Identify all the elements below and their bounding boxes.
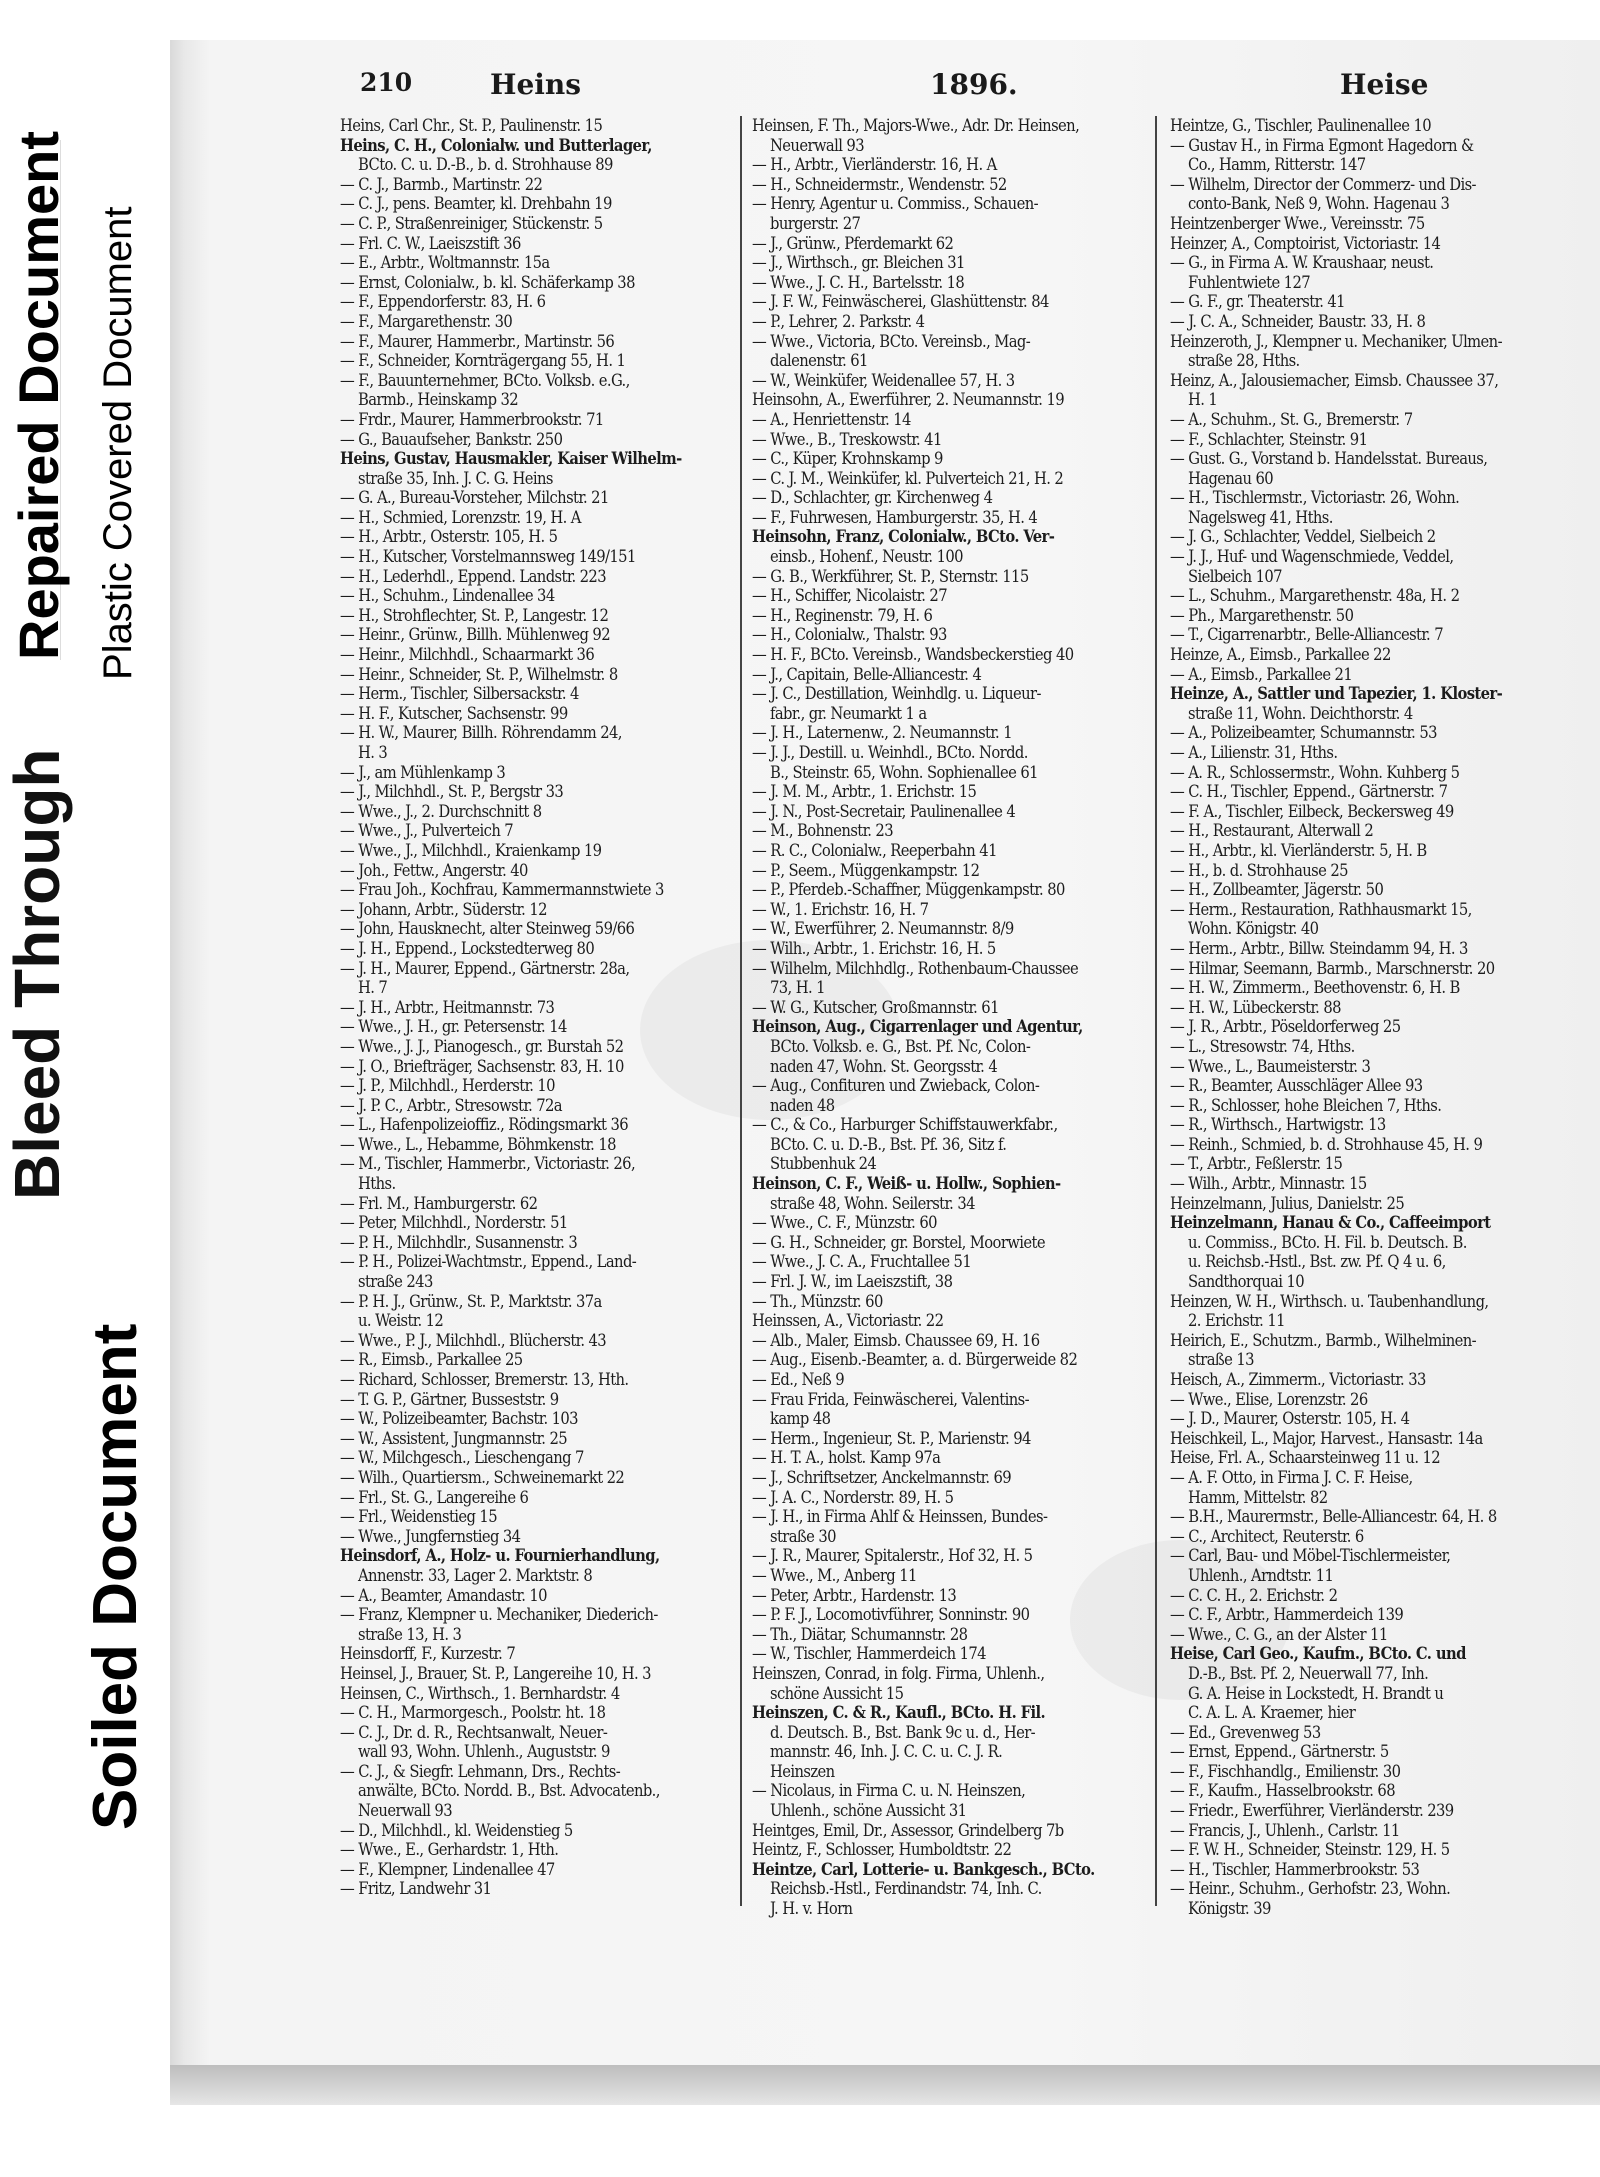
directory-entry: — J. H., Maurer, Eppend., Gärtnerstr. 28a, bbox=[340, 958, 630, 978]
directory-entry: Heins, C. H., Colonialw. und Butterlager, bbox=[340, 135, 652, 155]
directory-entry: — T., Arbtr., Feßlerstr. 15 bbox=[1170, 1154, 1343, 1174]
label-plastic-covered-document: Plastic Covered Document bbox=[96, 206, 140, 680]
directory-entry: — Wwe., M., Anberg 11 bbox=[752, 1565, 917, 1585]
directory-entry: — Wwe., E., Gerhardstr. 1, Hth. bbox=[340, 1840, 559, 1860]
directory-entry: — J. J., Destill. u. Weinhdl., BCto. Nordd. bbox=[752, 743, 1028, 762]
directory-entry: — W., Milchgesch., Lieschengang 7 bbox=[340, 1448, 584, 1468]
directory-entry: u. Weistr. 12 bbox=[358, 1311, 444, 1331]
directory-entry: BCto. Volksb. e. G., Bst. Pf. Nc, Colon- bbox=[770, 1036, 1031, 1056]
directory-entry: — J. C., Destillation, Weinhdlg. u. Liqueur- bbox=[752, 684, 1041, 704]
directory-entry: — F., Maurer, Hammerbr., Martinstr. 56 bbox=[340, 331, 615, 351]
directory-entry: Heinsohn, Franz, Colonialw., BCto. Ver- bbox=[752, 527, 1055, 547]
directory-entry: mannstr. 46, Inh. J. C. C. u. C. J. R. bbox=[770, 1742, 1003, 1762]
directory-entry: Stubbenhuk 24 bbox=[770, 1154, 877, 1174]
directory-entry: — H., b. d. Strohhause 25 bbox=[1170, 860, 1348, 880]
directory-entry: Heinzeroth, J., Klempner u. Mechaniker, Ulmen- bbox=[1170, 331, 1502, 351]
directory-entry: — D., Milchhdl., kl. Weidenstieg 5 bbox=[340, 1820, 573, 1840]
directory-entry: — J. G., Schlachter, Veddel, Sielbeich 2 bbox=[1170, 527, 1436, 547]
directory-entry: — C. P., Straßenreiniger, Stückenstr. 5 bbox=[340, 213, 603, 233]
directory-entry: — Wilhelm, Milchhdlg., Rothenbaum-Chaussee bbox=[752, 958, 1079, 978]
directory-entry: — Herm., Ingenieur, St. P., Marienstr. 94 bbox=[752, 1428, 1031, 1448]
directory-entry: — Frl. J. W., im Laeiszstift, 38 bbox=[752, 1272, 953, 1292]
directory-entry: — L., Schuhm., Margarethenstr. 48a, H. 2 bbox=[1170, 586, 1460, 606]
directory-entry: — J., Milchhdl., St. P., Bergstr 33 bbox=[340, 782, 564, 802]
directory-entry: fabr., gr. Neumarkt 1 a bbox=[770, 703, 927, 723]
directory-entry: Heinsel, J., Brauer, St. P., Langereihe 10, H. 3 bbox=[340, 1663, 651, 1683]
directory-entry: — C. F., Arbtr., Hammerdeich 139 bbox=[1170, 1605, 1404, 1625]
directory-entry: naden 48 bbox=[770, 1095, 835, 1115]
directory-entry: — P. F. J., Locomotivführer, Sonninstr. 90 bbox=[752, 1605, 1030, 1625]
directory-entry: — Wwe., J. C. H., Bartelsstr. 18 bbox=[752, 272, 965, 292]
directory-entry: — Wwe., J. C. A., Fruchtallee 51 bbox=[752, 1252, 972, 1272]
directory-entry: — C. J. M., Weinküfer, kl. Pulverteich 21, H. 2 bbox=[752, 468, 1064, 488]
directory-entry: Heins, Gustav, Hausmakler, Kaiser Wilhelm- bbox=[340, 449, 682, 469]
directory-entry: — C., & Co., Harburger Schiffstauwerkfabr., bbox=[752, 1115, 1058, 1135]
directory-entry: — W., Assistent, Jungmannstr. 25 bbox=[340, 1428, 568, 1448]
directory-entry: — A., Beamter, Amandastr. 10 bbox=[340, 1585, 547, 1605]
directory-entry: — J. H., Eppend., Lockstedterweg 80 bbox=[340, 938, 595, 958]
directory-entry: Hths. bbox=[358, 1174, 396, 1194]
directory-entry: — W., Polizeibeamter, Bachstr. 103 bbox=[340, 1409, 578, 1429]
directory-entry: — Wilh., Arbtr., Minnastr. 15 bbox=[1170, 1174, 1367, 1194]
directory-entry: — H., Restaurant, Alterwall 2 bbox=[1170, 821, 1374, 841]
directory-entry: D.-B., Bst. Pf. 2, Neuerwall 77, Inh. bbox=[1188, 1663, 1429, 1683]
directory-entry: — P., Lehrer, 2. Parkstr. 4 bbox=[752, 311, 925, 331]
directory-entry: — Ed., Neß 9 bbox=[752, 1370, 845, 1389]
directory-entry: Sandthorquai 10 bbox=[1188, 1272, 1305, 1292]
directory-entry: 2. Erichstr. 11 bbox=[1188, 1311, 1285, 1331]
directory-entry: — P., Pferdeb.-Schaffner, Müggenkampstr. 80 bbox=[752, 880, 1065, 900]
directory-entry: Heinze, A., Eimsb., Parkallee 22 bbox=[1170, 645, 1391, 665]
directory-entry: H. 3 bbox=[358, 743, 388, 762]
directory-entry: — F., Schneider, Kornträgergang 55, H. 1 bbox=[340, 351, 626, 371]
directory-entry: — Wwe., P. J., Milchhdl., Blücherstr. 43 bbox=[340, 1330, 607, 1350]
directory-entry: H. 1 bbox=[1188, 390, 1218, 410]
directory-entry: — Alb., Maler, Eimsb. Chaussee 69, H. 16 bbox=[752, 1330, 1040, 1350]
directory-entry: — Herm., Restauration, Rathhausmarkt 15, bbox=[1170, 899, 1472, 919]
directory-entry: Barmb., Heinskamp 32 bbox=[358, 390, 519, 410]
directory-entry: BCto. C. u. D.-B., b. d. Strohhause 89 bbox=[358, 155, 613, 175]
directory-entry: — H., Lederhdl., Eppend. Landstr. 223 bbox=[340, 566, 606, 586]
directory-entry: Neuerwall 93 bbox=[358, 1801, 452, 1821]
directory-entry: — P. H., Polizei-Wachtmstr., Eppend., Land- bbox=[340, 1252, 637, 1272]
directory-entry: Annenstr. 33, Lager 2. Marktstr. 8 bbox=[358, 1565, 593, 1585]
header-right-keyword: Heise bbox=[1340, 68, 1429, 101]
directory-entry: — A., Polizeibeamter, Schumannstr. 53 bbox=[1170, 723, 1437, 743]
directory-entry: — Peter, Milchhdl., Norderstr. 51 bbox=[340, 1213, 568, 1233]
directory-entry: Heintz, F., Schlosser, Humboldtstr. 22 bbox=[752, 1840, 1012, 1860]
directory-entry: Reichsb.-Hstl., Ferdinandstr. 74, Inh. C. bbox=[770, 1879, 1042, 1899]
directory-entry: Heinson, Aug., Cigarrenlager und Agentur, bbox=[752, 1017, 1083, 1037]
directory-entry: — Wwe., B., Treskowstr. 41 bbox=[752, 429, 942, 449]
directory-entry: — Gust. G., Vorstand b. Handelsstat. Bureaus, bbox=[1170, 449, 1488, 469]
directory-entry: Heise, Frl. A., Schaarsteinweg 11 u. 12 bbox=[1170, 1448, 1441, 1468]
directory-entry: 73, H. 1 bbox=[770, 978, 825, 998]
directory-entry: — Franz, Klempner u. Mechaniker, Diederich- bbox=[340, 1605, 658, 1625]
directory-entry: — R., Schlosser, hohe Bleichen 7, Hths. bbox=[1170, 1095, 1442, 1115]
directory-entry: — Wwe., J., Pulverteich 7 bbox=[340, 821, 514, 841]
directory-entry: — W., 1. Erichstr. 16, H. 7 bbox=[752, 899, 929, 919]
directory-entry: — R., Eimsb., Parkallee 25 bbox=[340, 1350, 523, 1370]
directory-entry: — Wwe., J. H., gr. Petersenstr. 14 bbox=[340, 1017, 567, 1037]
directory-entry: — A. R., Schlossermstr., Wohn. Kuhberg 5 bbox=[1170, 762, 1460, 782]
directory-entry: kamp 48 bbox=[770, 1409, 831, 1429]
directory-entry: anwälte, BCto. Nordd. B., Bst. Advocatenb., bbox=[358, 1781, 660, 1801]
directory-entry: — Wwe., Jungfernstieg 34 bbox=[340, 1526, 521, 1546]
directory-entry: wall 93, Wohn. Uhlenh., Auguststr. 9 bbox=[358, 1742, 610, 1762]
directory-entry: Heirich, E., Schutzm., Barmb., Wilhelminen- bbox=[1170, 1330, 1477, 1350]
directory-entry: Heischkeil, L., Major, Harvest., Hansastr. 14a bbox=[1170, 1428, 1483, 1448]
directory-entry: — H., Kutscher, Vorstelmannsweg 149/151 bbox=[340, 547, 636, 567]
directory-entry: — Wwe., J. J., Pianogesch., gr. Burstah 52 bbox=[340, 1036, 624, 1056]
label-bleed-through: Bleed Through bbox=[1, 748, 73, 1200]
directory-entry: — J. H., Arbtr., Heitmannstr. 73 bbox=[340, 997, 555, 1017]
directory-entry: Heinszen, C. & R., Kaufl., BCto. H. Fil. bbox=[752, 1703, 1046, 1723]
directory-entry: straße 11, Wohn. Deichthorstr. 4 bbox=[1188, 703, 1413, 723]
directory-entry: — R., Beamter, Ausschläger Allee 93 bbox=[1170, 1076, 1423, 1096]
directory-entry: — H. W., Lübeckerstr. 88 bbox=[1170, 997, 1341, 1017]
directory-entry: — A., Henriettenstr. 14 bbox=[752, 409, 911, 429]
directory-entry: — J., am Mühlenkamp 3 bbox=[340, 762, 506, 782]
directory-entry: — J. M. M., Arbtr., 1. Erichstr. 15 bbox=[752, 782, 977, 802]
directory-entry: Heinsen, F. Th., Majors-Wwe., Adr. Dr. Heinsen, bbox=[752, 116, 1080, 135]
directory-entry: — H., Schuhm., Lindenallee 34 bbox=[340, 586, 555, 606]
directory-entry: — J. N., Post-Secretair, Paulinenallee 4 bbox=[752, 801, 1016, 821]
directory-entry: — F., Fuhrwesen, Hamburgerstr. 35, H. 4 bbox=[752, 507, 1038, 527]
directory-entry: — Frdr., Maurer, Hammerbrookstr. 71 bbox=[340, 409, 604, 429]
label-repaired-document: Repaired Document bbox=[7, 131, 70, 660]
directory-entry: — C., Küper, Krohnskamp 9 bbox=[752, 449, 943, 469]
directory-entry: — G. B., Werkführer, St. P., Sternstr. 115 bbox=[752, 566, 1029, 586]
directory-entry: — H., Tischlermstr., Victoriastr. 26, Wohn. bbox=[1170, 488, 1460, 508]
directory-column-2 bbox=[752, 116, 1152, 1919]
directory-entry: — Ernst, Colonialw., b. kl. Schäferkamp 38 bbox=[340, 272, 635, 292]
directory-entry: naden 47, Wohn. St. Georgsstr. 4 bbox=[770, 1056, 998, 1076]
directory-entry: — F., Klempner, Lindenallee 47 bbox=[340, 1859, 555, 1879]
directory-entry: straße 13, H. 3 bbox=[358, 1624, 462, 1644]
directory-entry: — J., Capitain, Belle-Alliancestr. 4 bbox=[752, 664, 982, 684]
directory-entry: — H. W., Zimmerm., Beethovenstr. 6, H. B bbox=[1170, 978, 1460, 998]
directory-entry: — Wwe., C. F., Münzstr. 60 bbox=[752, 1213, 937, 1233]
directory-entry: J. H. v. Horn bbox=[770, 1899, 853, 1919]
directory-entry: — Wwe., Victoria, BCto. Vereinsb., Mag- bbox=[752, 331, 1031, 351]
directory-entry: — Wwe., L., Baumeisterstr. 3 bbox=[1170, 1056, 1371, 1076]
directory-entry: — J., Grünw., Pferdemarkt 62 bbox=[752, 233, 954, 253]
directory-entry: — Wilh., Quartiersm., Schweinemarkt 22 bbox=[340, 1467, 625, 1487]
directory-entry: — Th., Diätar, Schumannstr. 28 bbox=[752, 1624, 968, 1644]
directory-entry: G. A. Heise in Lockstedt, H. Brandt u bbox=[1188, 1683, 1444, 1703]
directory-entry: — Th., Münzstr. 60 bbox=[752, 1291, 883, 1311]
directory-entry: — H., Schiffer, Nicolaistr. 27 bbox=[752, 586, 947, 606]
directory-entry: Heinzen, W. H., Wirthsch. u. Taubenhandlung, bbox=[1170, 1291, 1489, 1311]
directory-entry: — Herm., Arbtr., Billw. Steindamm 94, H. 3 bbox=[1170, 938, 1468, 958]
directory-entry: Fuhlentwiete 127 bbox=[1188, 272, 1311, 292]
directory-entry: — P., Seem., Müggenkampstr. 12 bbox=[752, 860, 980, 880]
header-left-keyword: Heins bbox=[490, 68, 582, 101]
directory-entry: dalenenstr. 61 bbox=[770, 351, 868, 371]
directory-entry: — C. J., Dr. d. R., Rechtsanwalt, Neuer- bbox=[340, 1722, 608, 1742]
directory-entry: — Wilhelm, Director der Commerz- und Dis- bbox=[1170, 174, 1476, 194]
directory-entry: Heinson, C. F., Weiß- u. Hollw., Sophien- bbox=[752, 1174, 1061, 1194]
directory-entry: — R., Wirthsch., Hartwigstr. 13 bbox=[1170, 1115, 1386, 1135]
directory-entry: — Friedr., Ewerführer, Vierländerstr. 239 bbox=[1170, 1801, 1454, 1821]
directory-entry: Hagenau 60 bbox=[1188, 468, 1274, 488]
directory-entry: — J. F. W., Feinwäscherei, Glashüttenstr. 84 bbox=[752, 292, 1049, 312]
directory-entry: — D., Schlachter, gr. Kirchenweg 4 bbox=[752, 488, 993, 508]
directory-entry: — J. P., Milchhdl., Herderstr. 10 bbox=[340, 1076, 555, 1096]
directory-entry: — Carl, Bau- und Möbel-Tischlermeister, bbox=[1170, 1546, 1451, 1566]
directory-entry: schöne Aussicht 15 bbox=[770, 1683, 904, 1703]
directory-entry: Uhlenh., schöne Aussicht 31 bbox=[770, 1801, 967, 1821]
directory-entry: — H., Zollbeamter, Jägerstr. 50 bbox=[1170, 880, 1384, 900]
directory-entry: Heinz, A., Jalousiemacher, Eimsb. Chaussee 37, bbox=[1170, 370, 1499, 390]
directory-entry: Heinzelmann, Hanau & Co., Caffeeimport bbox=[1170, 1213, 1491, 1233]
directory-entry: — G. F., gr. Theaterstr. 41 bbox=[1170, 292, 1345, 312]
directory-entry: — L., Stresowstr. 74, Hths. bbox=[1170, 1036, 1355, 1056]
directory-entry: — Heinr., Schneider, St. P., Wilhelmstr. 8 bbox=[340, 664, 618, 684]
directory-entry: — A., Schuhm., St. G., Bremerstr. 7 bbox=[1170, 409, 1413, 429]
page-edge-shadow bbox=[170, 2065, 1600, 2105]
directory-entry: — J. R., Maurer, Spitalerstr., Hof 32, H. 5 bbox=[752, 1546, 1033, 1566]
directory-entry: — R. C., Colonialw., Reeperbahn 41 bbox=[752, 840, 997, 860]
directory-entry: — Gustav H., in Firma Egmont Hagedorn & bbox=[1170, 135, 1474, 155]
directory-entry: Heise, Carl Geo., Kaufm., BCto. C. und bbox=[1170, 1644, 1466, 1664]
directory-entry: Heinzelmann, Julius, Danielstr. 25 bbox=[1170, 1193, 1405, 1213]
running-header bbox=[360, 68, 1560, 108]
directory-entry: — Wwe., L., Hebamme, Böhmkenstr. 18 bbox=[340, 1134, 616, 1154]
directory-entry: — Aug., Eisenb.-Beamter, a. d. Bürgerweide 82 bbox=[752, 1350, 1078, 1370]
directory-column-1 bbox=[340, 116, 742, 1899]
directory-entry: — J. A. C., Norderstr. 89, H. 5 bbox=[752, 1487, 954, 1507]
directory-entry: — C. H., Tischler, Eppend., Gärtnerstr. 7 bbox=[1170, 782, 1448, 802]
directory-entry: — Frl., Weidenstieg 15 bbox=[340, 1507, 497, 1527]
directory-entry: — H., Arbtr., kl. Vierländerstr. 5, H. B bbox=[1170, 840, 1427, 860]
directory-entry: — M., Tischler, Hammerbr., Victoriastr. 26, bbox=[340, 1154, 636, 1174]
directory-entry: Heintze, Carl, Lotterie- u. Bankgesch., BCto. bbox=[752, 1859, 1095, 1879]
directory-entry: — W., Tischler, Hammerdeich 174 bbox=[752, 1644, 986, 1664]
directory-entry: — Wwe., J., Milchhdl., Kraienkamp 19 bbox=[340, 840, 602, 860]
directory-entry: — H., Strohflechter, St. P., Langestr. 12 bbox=[340, 605, 609, 625]
directory-entry: — W. G., Kutscher, Großmannstr. 61 bbox=[752, 997, 999, 1017]
directory-entry: — G., in Firma A. W. Kraushaar, neust. bbox=[1170, 253, 1434, 273]
directory-entry: Sielbeich 107 bbox=[1188, 566, 1282, 586]
directory-entry: B., Steinstr. 65, Wohn. Sophienallee 61 bbox=[770, 762, 1038, 782]
directory-entry: — J. H., in Firma Ahlf & Heinssen, Bundes- bbox=[752, 1507, 1048, 1527]
directory-entry: — B.H., Maurermstr., Belle-Alliancestr. 64, H. 8 bbox=[1170, 1507, 1497, 1527]
directory-entry: — H., Colonialw., Thalstr. 93 bbox=[752, 625, 947, 645]
directory-entry: — G., Bauaufseher, Bankstr. 250 bbox=[340, 429, 563, 449]
directory-entry: — J. O., Briefträger, Sachsenstr. 83, H. 10 bbox=[340, 1056, 624, 1076]
directory-entry: Heintges, Emil, Dr., Assessor, Grindelberg 7b bbox=[752, 1820, 1064, 1840]
directory-entry: — H., Arbtr., Osterstr. 105, H. 5 bbox=[340, 527, 558, 547]
directory-entry: Wohn. Königstr. 40 bbox=[1188, 919, 1319, 939]
directory-entry: — M., Bohnenstr. 23 bbox=[752, 821, 893, 841]
directory-entry: straße 243 bbox=[358, 1272, 433, 1292]
directory-entry: — C. H., Marmorgesch., Poolstr. ht. 18 bbox=[340, 1703, 606, 1723]
directory-entry: Uhlenh., Arndtstr. 11 bbox=[1188, 1565, 1334, 1585]
directory-entry: d. Deutsch. B., Bst. Bank 9c u. d., Her- bbox=[770, 1722, 1036, 1742]
directory-entry: — Peter, Arbtr., Hardenstr. 13 bbox=[752, 1585, 957, 1605]
directory-entry: — A., Lilienstr. 31, Hths. bbox=[1170, 743, 1338, 762]
directory-entry: — Wwe., C. G., an der Alster 11 bbox=[1170, 1624, 1388, 1644]
directory-entry: Neuerwall 93 bbox=[770, 135, 864, 155]
directory-entry: — H., Arbtr., Vierländerstr. 16, H. A bbox=[752, 155, 997, 175]
directory-entry: Heisch, A., Zimmerm., Victoriastr. 33 bbox=[1170, 1370, 1426, 1389]
directory-entry: einsb., Hohenf., Neustr. 100 bbox=[770, 547, 963, 567]
directory-entry: — J. D., Maurer, Osterstr. 105, H. 4 bbox=[1170, 1409, 1410, 1429]
directory-entry: Heintze, G., Tischler, Paulinenallee 10 bbox=[1170, 116, 1432, 135]
directory-entry: conto-Bank, Neß 9, Wohn. Hagenau 3 bbox=[1188, 194, 1450, 214]
directory-entry: Heinssen, A., Victoriastr. 22 bbox=[752, 1311, 944, 1331]
directory-entry: — Heinr., Milchhdl., Schaarmarkt 36 bbox=[340, 645, 595, 665]
directory-entry: straße 35, Inh. J. C. G. Heins bbox=[358, 468, 553, 488]
directory-entry: — H. T. A., holst. Kamp 97a bbox=[752, 1448, 941, 1468]
directory-entry: — F. W. H., Schneider, Steinstr. 129, H. 5 bbox=[1170, 1840, 1450, 1860]
directory-entry: straße 48, Wohn. Seilerstr. 34 bbox=[770, 1193, 975, 1213]
directory-entry: — W., Ewerführer, 2. Neumannstr. 8/9 bbox=[752, 919, 1014, 939]
directory-entry: — E., Arbtr., Woltmannstr. 15a bbox=[340, 253, 550, 273]
directory-entry: — G. H., Schneider, gr. Borstel, Moorwiete bbox=[752, 1232, 1045, 1252]
directory-entry: — F., Fischhandlg., Emilienstr. 30 bbox=[1170, 1761, 1401, 1781]
page-number: 210 bbox=[360, 68, 413, 97]
directory-entry: — Ed., Grevenweg 53 bbox=[1170, 1722, 1321, 1742]
directory-entry: Heinze, A., Sattler und Tapezier, 1. Kloster- bbox=[1170, 684, 1503, 704]
directory-entry: — Frl. M., Hamburgerstr. 62 bbox=[340, 1193, 538, 1213]
directory-entry: — F., Kaufm., Hasselbrookstr. 68 bbox=[1170, 1781, 1395, 1801]
directory-entry: Heinsdorf, A., Holz- u. Fournierhandlung, bbox=[340, 1546, 660, 1566]
directory-entry: Heinszen, Conrad, in folg. Firma, Uhlenh., bbox=[752, 1663, 1045, 1683]
directory-entry: — Joh., Fettw., Angerstr. 40 bbox=[340, 860, 528, 880]
directory-entry: — Herm., Tischler, Silbersackstr. 4 bbox=[340, 684, 579, 704]
directory-entry: — J. J., Huf- und Wagenschmiede, Veddel, bbox=[1170, 547, 1454, 567]
label-soiled-document: Soiled Document bbox=[81, 1323, 150, 1830]
directory-entry: — Heinr., Grünw., Billh. Mühlenweg 92 bbox=[340, 625, 610, 645]
directory-entry: — Johann, Arbtr., Süderstr. 12 bbox=[340, 899, 547, 919]
directory-column-3 bbox=[1170, 116, 1570, 1919]
directory-entry: — J., Schriftsetzer, Anckelmannstr. 69 bbox=[752, 1467, 1012, 1487]
column-divider bbox=[1155, 116, 1157, 1906]
directory-entry: — H., Schneidermstr., Wendenstr. 52 bbox=[752, 174, 1007, 194]
directory-entry: straße 13 bbox=[1188, 1350, 1254, 1370]
directory-entry: u. Reichsb.-Hstl., Bst. zw. Pf. Q 4 u. 6, bbox=[1188, 1252, 1446, 1272]
directory-entry: — Richard, Schlosser, Bremerstr. 13, Hth. bbox=[340, 1370, 629, 1389]
directory-entry: — L., Hafenpolizeioffiz., Rödingsmarkt 36 bbox=[340, 1115, 629, 1135]
directory-entry: Heinsdorff, F., Kurzestr. 7 bbox=[340, 1644, 516, 1664]
margin-label-strip bbox=[0, 0, 172, 2177]
directory-entry: — H. W., Maurer, Billh. Röhrendamm 24, bbox=[340, 723, 622, 743]
directory-entry: — Wilh., Arbtr., 1. Erichstr. 16, H. 5 bbox=[752, 938, 996, 958]
directory-entry: — Ernst, Eppend., Gärtnerstr. 5 bbox=[1170, 1742, 1389, 1762]
directory-entry: — Wwe., J., 2. Durchschnitt 8 bbox=[340, 801, 542, 821]
directory-entry: — Wwe., Elise, Lorenzstr. 26 bbox=[1170, 1389, 1368, 1409]
directory-entry: — H., Tischler, Hammerbrookstr. 53 bbox=[1170, 1859, 1420, 1879]
directory-entry: Heins, Carl Chr., St. P., Paulinenstr. 15 bbox=[340, 116, 603, 135]
directory-entry: — J. R., Arbtr., Pöseldorferweg 25 bbox=[1170, 1017, 1401, 1037]
directory-entry: Co., Hamm, Ritterstr. 147 bbox=[1188, 155, 1366, 175]
directory-entry: — J. P. C., Arbtr., Stresowstr. 72a bbox=[340, 1095, 562, 1115]
directory-entry: — J. C. A., Schneider, Baustr. 33, H. 8 bbox=[1170, 311, 1426, 331]
directory-entry: — C., Architect, Reuterstr. 6 bbox=[1170, 1526, 1364, 1546]
directory-entry: Hamm, Mittelstr. 82 bbox=[1188, 1487, 1328, 1507]
directory-entry: — C. J., & Siegfr. Lehmann, Drs., Rechts- bbox=[340, 1761, 621, 1781]
directory-entry: BCto. C. u. D.-B., Bst. Pf. 36, Sitz f. bbox=[770, 1134, 1007, 1154]
directory-entry: — A. F. Otto, in Firma J. C. F. Heise, bbox=[1170, 1467, 1413, 1487]
directory-entry: — F. A., Tischler, Eilbeck, Beckersweg 49 bbox=[1170, 801, 1454, 821]
directory-entry: — A., Eimsb., Parkallee 21 bbox=[1170, 664, 1353, 684]
directory-entry: H. 7 bbox=[358, 978, 388, 998]
directory-entry: Heinsen, C., Wirthsch., 1. Bernhardstr. 4 bbox=[340, 1683, 620, 1703]
directory-entry: — C. J., pens. Beamter, kl. Drehbahn 19 bbox=[340, 194, 612, 214]
directory-entry: — Frau Frida, Feinwäscherei, Valentins- bbox=[752, 1389, 1029, 1409]
directory-entry: — F., Schlachter, Steinstr. 91 bbox=[1170, 429, 1368, 449]
directory-entry: — J., Wirthsch., gr. Bleichen 31 bbox=[752, 253, 965, 273]
directory-entry: — H., Schmied, Lorenzstr. 19, H. A bbox=[340, 507, 581, 527]
directory-entry: — Nicolaus, in Firma C. u. N. Heinszen, bbox=[752, 1781, 1026, 1801]
directory-entry: — Heinr., Schuhm., Gerhofstr. 23, Wohn. bbox=[1170, 1879, 1451, 1899]
directory-entry: Nagelsweg 41, Hths. bbox=[1188, 507, 1333, 527]
directory-entry: — Reinh., Schmied, b. d. Strohhause 45, H. 9 bbox=[1170, 1134, 1483, 1154]
directory-entry: Heinszen bbox=[770, 1761, 835, 1781]
directory-entry: — H. F., BCto. Vereinsb., Wandsbeckerstieg 40 bbox=[752, 645, 1074, 665]
directory-entry: — Ph., Margarethenstr. 50 bbox=[1170, 605, 1354, 625]
directory-entry: — C. J., Barmb., Martinstr. 22 bbox=[340, 174, 543, 194]
directory-entry: — Hilmar, Seemann, Barmb., Marschnerstr. 20 bbox=[1170, 958, 1495, 978]
directory-entry: Heintzenberger Wwe., Vereinsstr. 75 bbox=[1170, 213, 1425, 233]
directory-entry: — Frau Joh., Kochfrau, Kammermannstwiete 3 bbox=[340, 880, 664, 900]
directory-entry: — W., Weinküfer, Weidenallee 57, H. 3 bbox=[752, 370, 1015, 390]
directory-entry: — Henry, Agentur u. Commiss., Schauen- bbox=[752, 194, 1038, 214]
directory-entry: — Fritz, Landwehr 31 bbox=[340, 1879, 492, 1899]
directory-entry: — T., Cigarrenarbtr., Belle-Alliancestr. 7 bbox=[1170, 625, 1443, 645]
directory-entry: straße 28, Hths. bbox=[1188, 351, 1300, 371]
directory-entry: u. Commiss., BCto. H. Fil. b. Deutsch. B. bbox=[1188, 1232, 1467, 1252]
directory-entry: — John, Hausknecht, alter Steinweg 59/66 bbox=[340, 919, 635, 939]
directory-entry: — G. A., Bureau-Vorsteher, Milchstr. 21 bbox=[340, 488, 609, 508]
directory-entry: Heinsohn, A., Ewerführer, 2. Neumannstr. 19 bbox=[752, 390, 1064, 410]
directory-entry: C. A. L. A. Kraemer, hier bbox=[1188, 1703, 1356, 1723]
directory-entry: — P. H., Milchhdlr., Susannenstr. 3 bbox=[340, 1232, 578, 1252]
directory-entry: — T. G. P., Gärtner, Busseststr. 9 bbox=[340, 1389, 559, 1409]
directory-entry: — J. H., Laternenw., 2. Neumannstr. 1 bbox=[752, 723, 1012, 743]
directory-entry: — Aug., Confituren und Zwieback, Colon- bbox=[752, 1076, 1040, 1096]
directory-entry: — H. F., Kutscher, Sachsenstr. 99 bbox=[340, 703, 568, 723]
directory-entry: straße 30 bbox=[770, 1526, 836, 1546]
directory-entry: — Frl. C. W., Laeiszstift 36 bbox=[340, 233, 521, 253]
header-year: 1896. bbox=[930, 68, 1018, 101]
directory-entry: Heinzer, A., Comptoirist, Victoriastr. 14 bbox=[1170, 233, 1441, 253]
directory-entry: burgerstr. 27 bbox=[770, 213, 861, 233]
directory-entry: — Francis, J., Uhlenh., Carlstr. 11 bbox=[1170, 1820, 1400, 1840]
directory-entry: — C. C. H., 2. Erichstr. 2 bbox=[1170, 1585, 1338, 1605]
directory-entry: — Frl., St. G., Langereihe 6 bbox=[340, 1487, 529, 1507]
directory-entry: Königstr. 39 bbox=[1188, 1899, 1271, 1919]
directory-entry: — P. H. J., Grünw., St. P., Marktstr. 37a bbox=[340, 1291, 602, 1311]
directory-entry: — H., Reginenstr. 79, H. 6 bbox=[752, 605, 933, 625]
directory-entry: — F., Eppendorferstr. 83, H. 6 bbox=[340, 292, 546, 312]
directory-entry: — F., Margarethenstr. 30 bbox=[340, 311, 513, 331]
directory-entry: — F., Bauunternehmer, BCto. Volksb. e.G., bbox=[340, 370, 630, 390]
